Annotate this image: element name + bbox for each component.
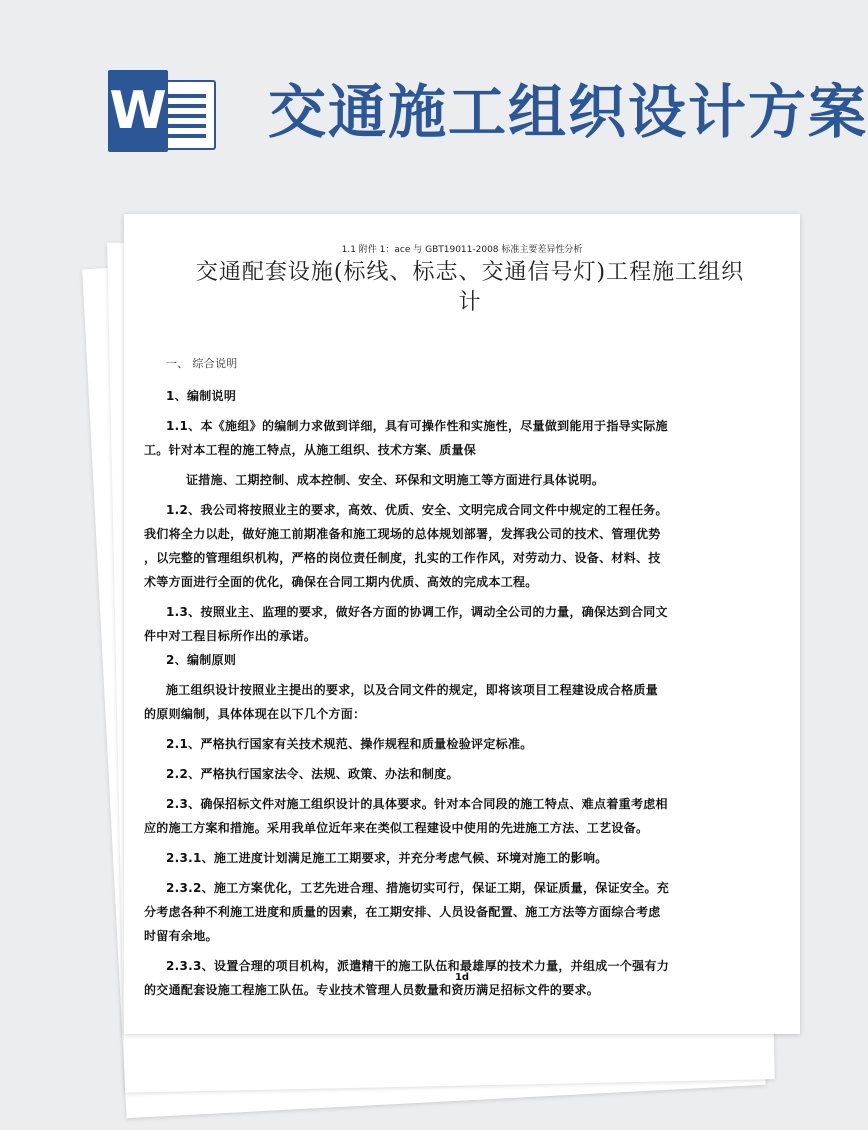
document-page bbox=[124, 214, 800, 1034]
paragraph-2-line-4: 术等方面进行全面的优化，确保在合同工期内优质、高效的完成本工程。 bbox=[144, 575, 538, 589]
paragraph-7-line-1: 2.3、确保招标文件对施工组织设计的具体要求。针对本合同段的施工特点、难点着重考虑相 bbox=[166, 797, 668, 811]
paragraph-1-line-1: 1.1、本《施组》的编制力求做到详细，具有可操作性和实施性，尽量做到能用于指导实际施 bbox=[166, 419, 668, 433]
paragraph-9-line-1: 2.3.2、施工方案优化，工艺先进合理、措施切实可行，保证工期，保证质量，保证安全。充 bbox=[166, 881, 670, 895]
title-line-1: 交通配套设施(标线、标志、交通信号灯)工程施工组织 bbox=[195, 260, 745, 285]
paragraph-8: 2.3.1、施工进度计划满足施工工期要求，并充分考虑气候、环境对施工的影响。 bbox=[166, 851, 608, 865]
section-heading: 一、 综合说明 bbox=[166, 357, 238, 370]
paragraph-7-line-2: 应的施工方案和措施。采用我单位近年来在类似工程建设中使用的先进施工方法、工艺设备。 bbox=[144, 821, 649, 835]
heading-2: 2、编制原则 bbox=[166, 653, 237, 667]
paragraph-2-line-1: 1.2、我公司将按照业主的要求，高效、优质、安全、文明完成合同文件中规定的工程任务。 bbox=[166, 503, 668, 517]
paragraph-9-line-3: 时留有余地。 bbox=[144, 929, 218, 943]
paragraph-3-line-1: 1.3、按照业主、监理的要求，做好各方面的协调工作，调动全公司的力量，确保达到合同文 bbox=[166, 605, 668, 619]
paragraph-1-line-2: 工。针对本工程的施工特点，从施工组织、技术方案、质量保 bbox=[144, 443, 477, 457]
paragraph-6: 2.2、严格执行国家法令、法规、政策、办法和制度。 bbox=[166, 767, 459, 781]
banner bbox=[0, 0, 868, 190]
paragraph-2-line-2: 我们将全力以赴，做好施工前期准备和施工现场的总体规划部署，发挥我公司的技术、管理优势 bbox=[144, 527, 661, 541]
paragraph-10-line-1: 2.3.3、设置合理的项目机构，派遣精干的施工队伍和最雄厚的技术力量，并组成一个强有力 bbox=[166, 959, 670, 973]
paragraph-2-line-3: ，以完整的管理组织机构，严格的岗位责任制度，扎实的工作作风，对劳动力、设备、材料、技 bbox=[144, 551, 661, 565]
banner-title: 交通施工组织设计方案 bbox=[268, 78, 868, 146]
word-letter: W bbox=[108, 70, 168, 152]
paragraph-3-line-2: 件中对工程目标所作出的承诺。 bbox=[144, 629, 317, 643]
paragraph-10-line-2: 的交通配套设施工程施工队伍。专业技术管理人员数量和资历满足招标文件的要求。 bbox=[144, 983, 600, 997]
document-body bbox=[144, 352, 786, 1002]
document-title bbox=[150, 258, 790, 318]
heading-1: 1、编制说明 bbox=[166, 389, 237, 403]
paragraph-1-line-3: 证措施、工期控制、成本控制、安全、环保和文明施工等方面进行具体说明。 bbox=[186, 473, 605, 487]
page-header: 1.1 附件 1：ace 与 GBT19011-2008 标准主要差异性分析 bbox=[341, 245, 583, 255]
page-number: 1d bbox=[454, 972, 470, 983]
paragraph-4-line-1: 施工组织设计按照业主提出的要求，以及合同文件的规定，即将该项目工程建设成合格质量 bbox=[166, 683, 659, 697]
paragraph-4-line-2: 的原则编制，具体体现在以下几个方面： bbox=[144, 707, 366, 721]
title-line-2: 计 bbox=[458, 290, 482, 315]
word-icon bbox=[108, 70, 214, 152]
paragraph-5: 2.1、严格执行国家有关技术规范、操作规程和质量检验评定标准。 bbox=[166, 737, 533, 751]
paragraph-9-line-2: 分考虑各种不利施工进度和质量的因素，在工期安排、人员设备配置、施工方法等方面综合考虑 bbox=[144, 905, 661, 919]
